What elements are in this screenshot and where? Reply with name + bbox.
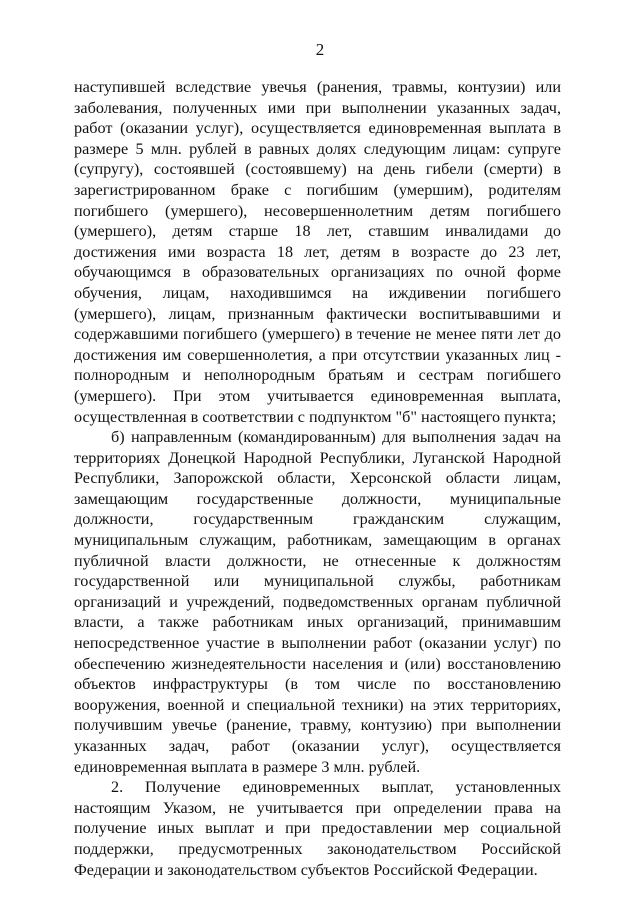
page-number: 2 [315,40,325,59]
paragraph-continuation: наступившей вследствие увечья (ранения, травмы, контузии) или заболевания, полученных ими при выполнении указанных задач, работ (оказании услуг), осуществляется единовременная выплата в размере 5 млн. рублей в равных долях следующим лицам: супруге (супругу), состоявшей (состоявшему) на день гибели (смерти) в зарегистрированном браке с погибшим (умершим), родителям погибшего (умершего), несовершеннолетним детям погибшего (умершего), детям старше 18 лет, ставшим инвалидами до достижения ими возраста 18 лет, детям в возрасте до 23 лет, обучающимся в образовательных организациях по очной форме обучения, лицам, находившимся на иждивении погибшего (умершего), лицам, признанным фактически воспитывавшими и содержавшими погибшего (умершего) в течение не менее пяти лет до достижения им совершеннолетия, а при отсутствии указанных лиц - полнородным и неполнородным братьям и сестрам погибшего (умершего). При этом учитывается единовременная выплата, осуществленная в соответствии с подпунктом "б" настоящего пункта; [74,78,561,426]
document-body [74,77,561,880]
paragraph-subitem-b: б) направленным (командированным) для выполнения задач на территориях Донецкой Народной Республики, Луганской Народной Республики, Запорожской области, Херсонской области лицам, замещающим государственные должности, муниципальные должности, государственным гражданским служащим, муниципальным служащим, работникам, замещающим в органах публичной власти должности, не отнесенные к должностям государственной или муниципальной службы, работникам организаций и учреждений, подведомственных органам публичной власти, а также работникам иных организаций, принимавшим непосредственное участие в выполнении работ (оказании услуг) по обеспечению жизнедеятельности населения и (или) восстановлению объектов инфраструктуры (в том числе по восстановлению вооружения, военной и специальной техники) на этих территориях, получившим увечье (ранение, травму, контузию) при выполнении указанных задач, работ (оказании услуг), осуществляется единовременная выплата в размере 3 млн. рублей. [74,428,561,776]
paragraph-item-2: 2. Получение единовременных выплат, установленных настоящим Указом, не учитывается при определении права на получение иных выплат и при предоставлении мер социальной поддержки, предусмотренных законодательством Российской Федерации и законодательством субъектов Российской Федерации. [74,778,561,879]
